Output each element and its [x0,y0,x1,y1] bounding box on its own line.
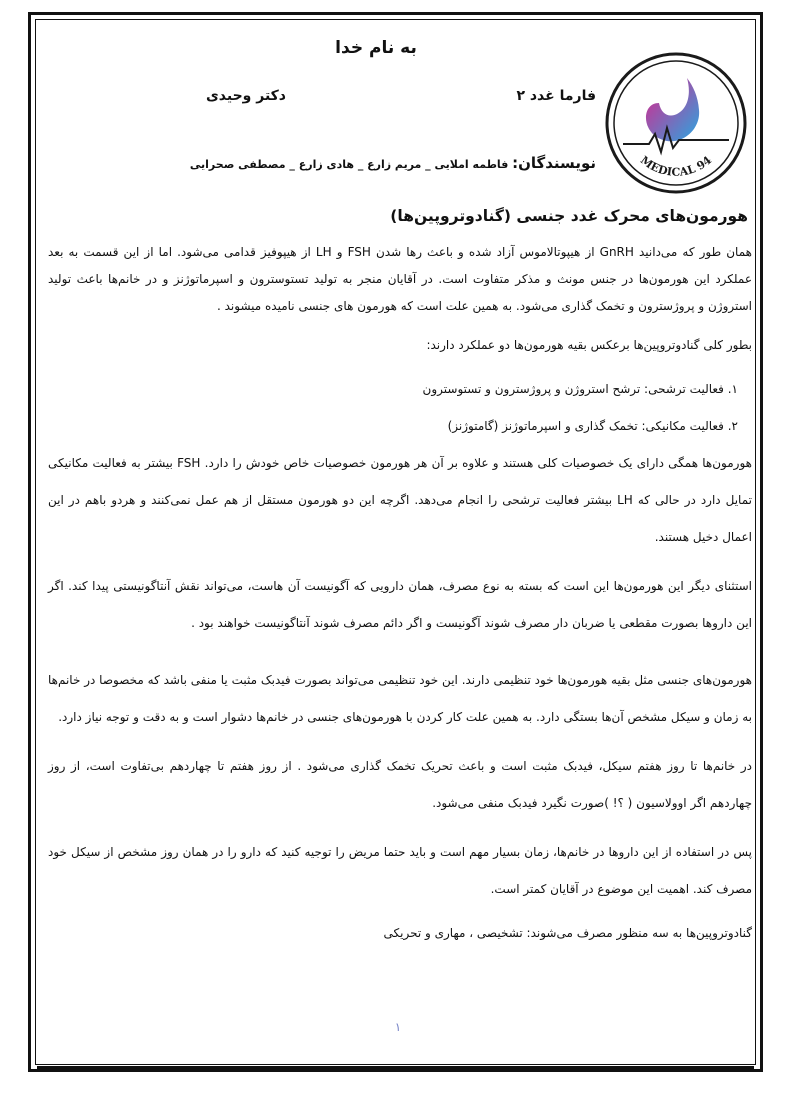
authors-label: نویسندگان: [512,154,596,172]
authors-names: فاطمه املایی _ مریم زارع _ هادی زارع _ مصطفی صحرایی [189,158,513,171]
list-item-1: ۱. فعالیت ترشحی: ترشح استروژن و پروژسترون و تستوسترون [422,382,738,396]
document-body [48,203,752,947]
course-name: فارما غدد ۲ [516,88,596,104]
authors-line [166,154,596,172]
medical-94-logo [601,48,751,198]
list-item-2: ۲. فعالیت مکانیکی: تخمک گذاری و اسپرماتوژنز (گامتوژنز) [447,419,738,433]
paragraph-5: هورمون‌های جنسی مثل بقیه هورمون‌ها خود تنظیمی دارند. این خود تنظیمی می‌تواند بصورت فیدبک مثبت یا منفی باشد که مخصوصا در خانم‌ها به زمان و سیکل مشخص آن‌ها بستگی دارد. به همین علت کار کردن با هورمون‌های جنسی در خانم‌ها دشوار است و به دقت و توجه نیاز دارد. [48,673,752,724]
paragraph-2: بطور کلی گنادوتروپین‌ها برعکس بقیه هورمون‌ها دو عملکرد دارند: [426,338,752,352]
bismillah-title: به نام خدا [335,38,417,58]
page-number: ۱ [394,1020,402,1034]
logo-graphic [601,48,751,198]
footer-rule [37,1066,754,1069]
section-heading: هورمون‌های محرک غدد جنسی (گنادوتروپین‌ها) [390,207,748,225]
doctor-name: دکتر وحیدی [205,88,286,104]
paragraph-1: همان طور که می‌دانید GnRH از هیپوتالاموس آزاد شده و باعث رها شدن FSH و LH از هیپوفیز قدامی می‌شود. اما از این قسمت به بعد عملکرد این هورمون‌ها در جنس مونث و مذکر متفاوت است. در آقایان منجر به تولید تستوسترون و اسپرماتوژنز و در خانم‌ها باعث تولید استروژن و پروژسترون و تخمک گذاری می‌شود. به همین علت است که هورمون های جنسی نامیده میشوند . [48,245,752,313]
paragraph-7: پس در استفاده از این داروها در خانم‌ها، زمان بسیار مهم است و باید حتما مریض را توجیه کنید که دارو را در همان روز مشخص از سیکل خود مصرف کند. اهمیت این موضوع در آقایان کمتر است. [48,845,752,896]
logo-text: MEDICAL 94 [637,153,715,179]
paragraph-4: استثنای دیگر این هورمون‌ها این است که بسته به نوع مصرف، همان دارویی که آگونیست آن هاست، می‌تواند نقش آنتاگونیستی پیدا کند. اگر این داروها بصورت مقطعی یا ضربان دار مصرف شوند آگونیست و اگر دائم مصرف شوند آنتاگونیست خواهند بود . [48,579,752,630]
document-header [36,20,756,195]
paragraph-6: در خانم‌ها تا روز هفتم سیکل، فیدبک مثبت است و باعث تحریک تخمک گذاری می‌شود . از روز هفتم تا چهاردهم بی‌تفاوت است، از روز چهاردهم اگر اوولاسیون ( ؟! )صورت نگیرد فیدبک منفی می‌شود. [48,759,752,810]
paragraph-3: هورمون‌ها همگی دارای یک خصوصیات کلی هستند و علاوه بر آن هر هورمون خصوصیات خاص خودش را دارد. FSH بیشتر به فعالیت مکانیکی تمایل دارد در حالی که LH بیشتر فعالیت ترشحی را انجام می‌دهد. اگرچه این دو هورمون مستقل از هم عمل نمی‌کنند و هردو باهم در این اعمال دخیل هستند. [48,456,753,544]
paragraph-8: گنادوتروپین‌ها به سه منظور مصرف می‌شوند: تشخیصی ، مهاری و تحریکی [383,926,752,940]
